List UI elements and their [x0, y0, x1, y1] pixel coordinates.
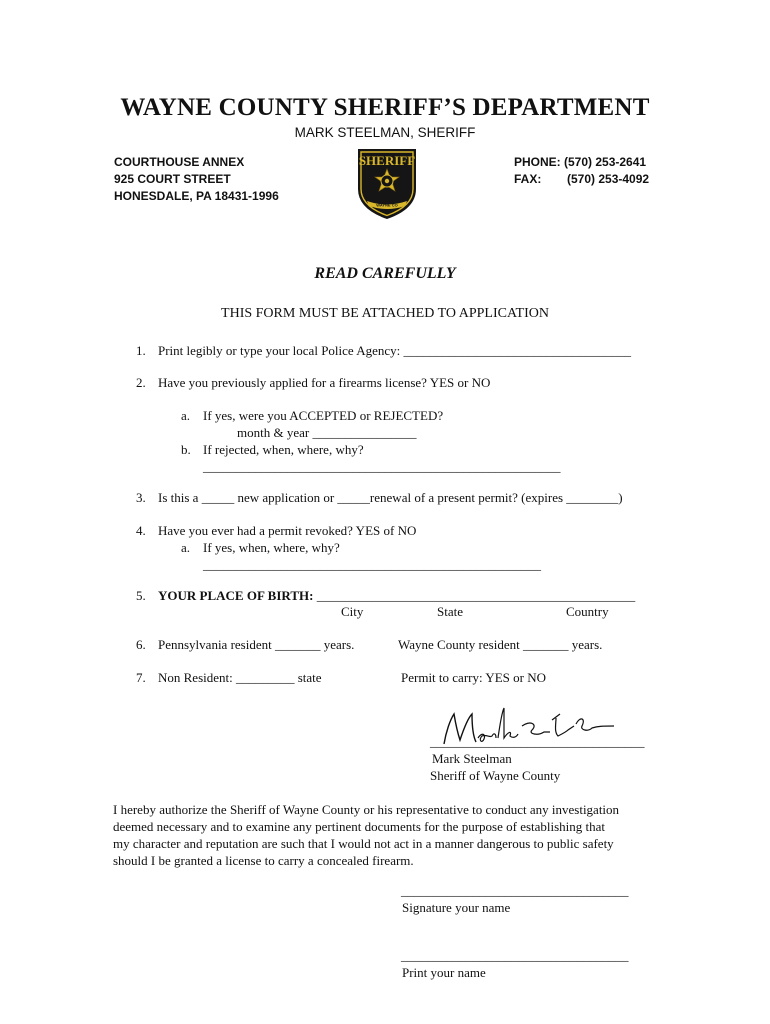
phone-label: PHONE:	[514, 155, 561, 169]
question-4	[136, 523, 416, 539]
month-year-field[interactable]: month & year ________________	[237, 425, 417, 440]
sheriff-subtitle: MARK STEELMAN, SHERIFF	[294, 125, 476, 140]
question-6	[136, 637, 354, 653]
signature-label: Signature your name	[402, 900, 511, 915]
question-2a	[181, 408, 443, 424]
badge-text: SHERIFF	[358, 153, 416, 168]
rejection-reason-field[interactable]: _______________________________________________________	[203, 459, 561, 474]
sheriff-title: Sheriff of Wayne County	[430, 768, 561, 783]
sheriff-badge-icon	[354, 145, 420, 221]
question-number: 3.	[136, 490, 146, 505]
state-caption: State	[437, 604, 463, 619]
question-1	[136, 343, 631, 359]
department-title: WAYNE COUNTY SHERIFF’S DEPARTMENT	[120, 94, 650, 121]
question-5	[136, 588, 635, 604]
question-number: 5.	[136, 588, 146, 603]
print-name-label: Print your name	[402, 965, 486, 980]
address-line: 925 COURT STREET	[114, 172, 231, 186]
question-number: 6.	[136, 637, 146, 652]
question-7	[136, 670, 322, 686]
applicant-signature-field[interactable]: ___________________________________	[401, 883, 629, 898]
authorization-line: should I be granted a license to carry a concealed firearm.	[113, 853, 414, 868]
fax-label: FAX:	[514, 172, 542, 186]
authorization-line: I hereby authorize the Sheriff of Wayne County or his representative to conduct any investigation	[113, 802, 620, 817]
question-text: Non Resident: _________ state	[158, 670, 322, 685]
city-caption: City	[341, 604, 364, 619]
question-number: a.	[181, 408, 191, 423]
birthplace-field[interactable]: _________________________________________________	[313, 588, 636, 603]
country-caption: Country	[566, 604, 609, 619]
question-text: If yes, were you ACCEPTED or REJECTED?	[203, 408, 444, 423]
wayne-county-resident-field[interactable]: Wayne County resident _______ years.	[398, 637, 603, 652]
print-name-field[interactable]: ___________________________________	[401, 948, 629, 963]
phone-number: (570) 253-2641	[564, 155, 647, 169]
question-text: Print legibly or type your local Police Agency: ___________________________________	[158, 343, 632, 358]
address-line: HONESDALE, PA 18431-1996	[114, 189, 279, 203]
contact-block	[514, 154, 649, 188]
sheriff-name: Mark Steelman	[432, 751, 512, 766]
question-2	[136, 375, 490, 391]
question-4a	[181, 540, 340, 556]
address-line: COURTHOUSE ANNEX	[114, 155, 245, 169]
question-text: If yes, when, where, why?	[203, 540, 340, 555]
question-number: a.	[181, 540, 191, 555]
question-number: 1.	[136, 343, 146, 358]
attach-notice: THIS FORM MUST BE ATTACHED TO APPLICATION	[221, 306, 549, 321]
phone-row	[514, 154, 649, 171]
authorization-line: deemed necessary and to examine any pertinent documents for the purpose of establishing that	[113, 819, 606, 834]
address-block	[114, 154, 279, 205]
question-text: Pennsylvania resident _______ years.	[158, 637, 355, 652]
question-3	[136, 490, 623, 506]
fax-row	[514, 171, 649, 188]
question-text: Have you ever had a permit revoked? YES of NO	[158, 523, 417, 538]
question-number: b.	[181, 442, 191, 457]
question-number: 2.	[136, 375, 146, 390]
revocation-reason-field[interactable]: ____________________________________________________	[203, 557, 541, 572]
fax-number: (570) 253-4092	[567, 172, 650, 186]
authorization-line: my character and reputation are such that I would not act in a manner dangerous to public safety	[113, 836, 614, 851]
question-text: If rejected, when, where, why?	[203, 442, 364, 457]
question-text: Have you previously applied for a firearms license? YES or NO	[158, 375, 491, 390]
read-carefully-heading: READ CAREFULLY	[314, 265, 456, 282]
question-text: Is this a _____ new application or _____renewal of a present permit? (expires ________)	[158, 490, 623, 505]
permit-to-carry-field[interactable]: Permit to carry: YES or NO	[401, 670, 547, 685]
question-2b	[181, 442, 364, 458]
sheriff-signature-line: _________________________________	[430, 734, 645, 749]
question-number: 7.	[136, 670, 146, 685]
authorization-paragraph	[113, 801, 619, 869]
badge-bottom-text: WAYNE CO	[376, 202, 398, 208]
question-number: 4.	[136, 523, 146, 538]
birthplace-label: YOUR PLACE OF BIRTH:	[158, 588, 314, 603]
